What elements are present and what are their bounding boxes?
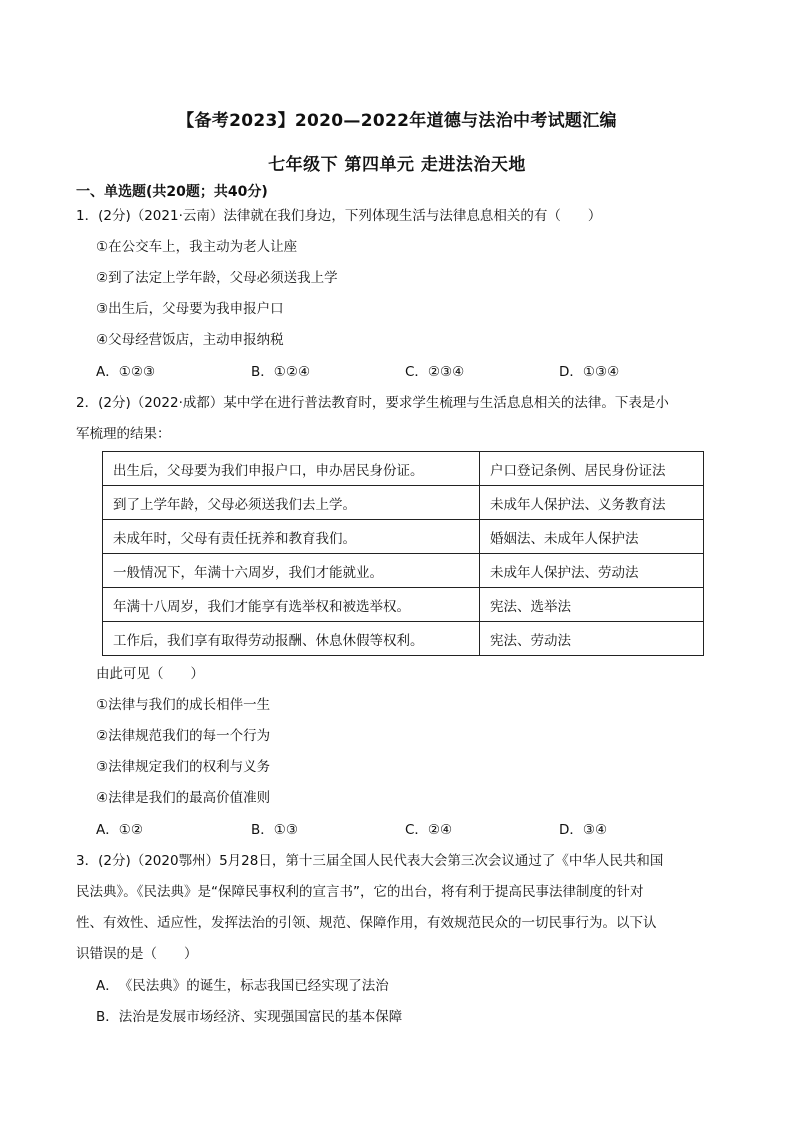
question-3-stem-line-2: 民法典》。《民法典》是“保障民事权利的宣言书”，它的出台，将有利于提高民事法律制度的针对 (76, 884, 644, 900)
question-1-option-a[interactable]: A．①②③ (96, 364, 156, 380)
question-3-stem-line-4: 识错误的是（ ） (76, 946, 198, 962)
question-2-stem-line-1: 2．(2分)（2022·成都）某中学在进行普法教育时，要求学生梳理与生活息息相关的法律。下表是小 (76, 395, 669, 411)
question-2-option-a[interactable]: A．①② (96, 822, 143, 838)
question-1-item-4: ④父母经营饭店，主动申报纳税 (96, 332, 284, 348)
table-cell-law: 婚姻法、未成年人保护法 (480, 520, 704, 554)
question-2-option-c[interactable]: C．②④ (405, 822, 453, 838)
table-row (103, 588, 704, 622)
table-row (103, 520, 704, 554)
question-3-stem-line-1: 3．(2分)（2020鄂州）5月28日，第十三届全国人民代表大会第三次会议通过了《中华人民共和国 (76, 853, 664, 869)
question-2-option-b[interactable]: B．①③ (251, 822, 298, 838)
table-row (103, 554, 704, 588)
question-1-options (96, 362, 696, 382)
table-cell-situation: 未成年时，父母有责任抚养和教育我们。 (103, 520, 480, 554)
table-row (103, 452, 704, 486)
table-cell-law: 未成年人保护法、劳动法 (480, 554, 704, 588)
table-cell-law: 宪法、选举法 (480, 588, 704, 622)
table-cell-situation: 出生后，父母要为我们申报户口，申办居民身份证。 (103, 452, 480, 486)
question-2-item-1: ①法律与我们的成长相伴一生 (96, 697, 271, 713)
question-2-item-4: ④法律是我们的最高价值准则 (96, 790, 271, 806)
table-row (103, 486, 704, 520)
question-1-option-b[interactable]: B．①②④ (251, 364, 311, 380)
question-1-option-d[interactable]: D．①③④ (559, 364, 620, 380)
question-1-item-3: ③出生后，父母要为我申报户口 (96, 301, 284, 317)
section-heading: 一、单选题(共20题；共40分) (76, 184, 268, 200)
document-title: 【备考2023】2020—2022年道德与法治中考试题汇编 (177, 111, 617, 131)
question-1-option-c[interactable]: C．②③④ (405, 364, 465, 380)
law-table (102, 451, 704, 656)
question-3-stem-line-3: 性、有效性、适应性，发挥法治的引领、规范、保障作用，有效规范民众的一切民事行为。以下认 (76, 915, 657, 931)
table-cell-law: 宪法、劳动法 (480, 622, 704, 656)
question-2-options (96, 820, 696, 840)
question-2-prompt: 由此可见（ ） (96, 666, 204, 682)
question-2-item-2: ②法律规范我们的每一个行为 (96, 728, 271, 744)
table-row (103, 622, 704, 656)
question-3-option-a[interactable]: A． 《民法典》的诞生，标志我国已经实现了法治 (96, 978, 389, 994)
question-1-item-2: ②到了法定上学年龄，父母必须送我上学 (96, 270, 338, 286)
question-1-stem: 1．(2分)（2021·云南）法律就在我们身边，下列体现生活与法律息息相关的有（ ） (76, 208, 602, 224)
question-1-item-1: ①在公交车上，我主动为老人让座 (96, 239, 298, 255)
table-cell-law: 未成年人保护法、义务教育法 (480, 486, 704, 520)
table-cell-situation: 工作后，我们享有取得劳动报酬、休息休假等权利。 (103, 622, 480, 656)
document-subtitle: 七年级下 第四单元 走进法治天地 (268, 155, 526, 175)
question-2-option-d[interactable]: D．③④ (559, 822, 608, 838)
question-3-option-b[interactable]: B．法治是发展市场经济、实现强国富民的基本保障 (96, 1009, 403, 1025)
table-cell-situation: 一般情况下，年满十六周岁，我们才能就业。 (103, 554, 480, 588)
question-2-item-3: ③法律规定我们的权利与义务 (96, 759, 271, 775)
question-2-stem-line-2: 军梳理的结果： (76, 426, 171, 442)
table-cell-situation: 到了上学年龄，父母必须送我们去上学。 (103, 486, 480, 520)
table-cell-situation: 年满十八周岁，我们才能享有选举权和被选举权。 (103, 588, 480, 622)
table-cell-law: 户口登记条例、居民身份证法 (480, 452, 704, 486)
